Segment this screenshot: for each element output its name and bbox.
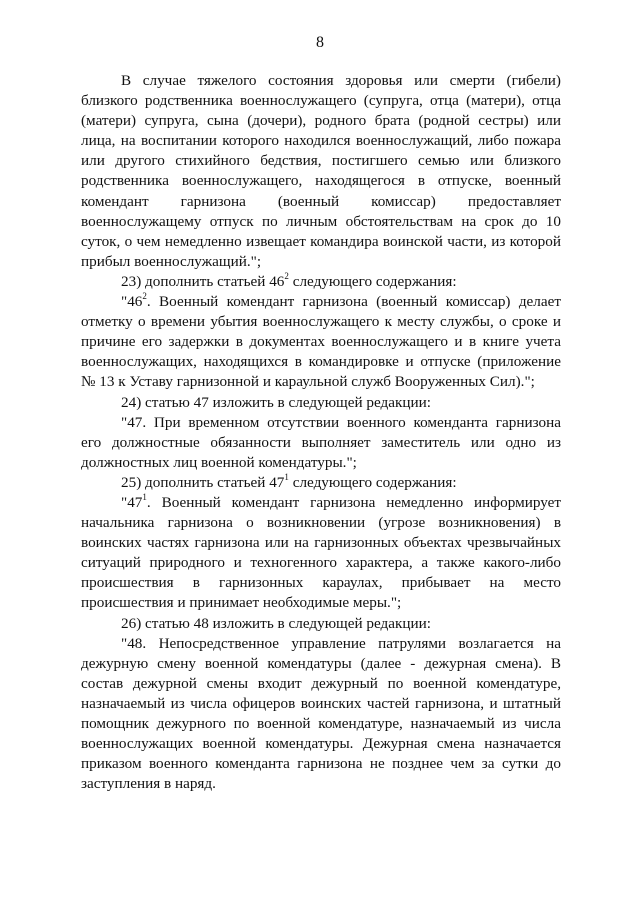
text-run: 25) дополнить статьей 47 xyxy=(121,473,285,491)
text-run: "47 xyxy=(121,493,143,511)
superscript: 2 xyxy=(284,270,289,281)
document-body xyxy=(81,71,561,794)
text-run: В случае тяжелого состояния здоровья или смерти (гибели) близкого родственника военнослужащего (супруга, отца (матери), отца (матери) супруга, сына (дочери), родного брата (родной сестры) или лица, на воспитании которого находился военнослужащий, либо пожара или другого стихийного бедствия, постигшего семью или близкого родственника военнослужащего, находящегося в отпуске, военный комендант гарнизона (военный комиссар) предоставляет военнослужащему отпуск по личным обстоятельствам на срок до 10 суток, о чем немедленно извещает командира воинской части, из которой прибыл военнослужащий."; xyxy=(81,72,561,270)
text-run: "47. При временном отсутствии военного коменданта гарнизона его должностные обязанности выполняет заместитель или одно из должностных лиц военной комендатуры."; xyxy=(81,413,561,471)
superscript: 1 xyxy=(284,471,289,482)
paragraph xyxy=(81,393,561,413)
text-run: "46 xyxy=(121,293,143,311)
text-run: . Военный комендант гарнизона немедленно информирует начальника гарнизона о возникновении (угрозе возникновения) в воинских частях гарнизона или на гарнизонных объектах чрезвычайных ситуаций природного и техногенного характера, а также какого-либо происшествия в гарнизонных караулах, прибывает на место происшествия и принимает необходимые меры."; xyxy=(81,493,561,612)
paragraph xyxy=(81,634,561,795)
text-run: . Военный комендант гарнизона (военный комиссар) делает отметку о времени убытия военнослужащего к месту службы, о сроке и причине его задержки в документах военнослужащего и в книге учета военнослужащих, находящихся в командировке и отпуске (приложение № 13 к Уставу гарнизонной и караульной служб Вооруженных Сил)."; xyxy=(81,293,561,391)
paragraph xyxy=(81,413,561,473)
paragraph xyxy=(81,614,561,634)
paragraph xyxy=(81,473,561,493)
text-run: 23) дополнить статьей 46 xyxy=(121,272,285,290)
paragraph xyxy=(81,272,561,292)
text-run: 26) статью 48 изложить в следующей редакции: xyxy=(121,614,431,632)
text-run: 24) статью 47 изложить в следующей редакции: xyxy=(121,393,431,411)
text-run: следующего содержания: xyxy=(288,272,457,290)
text-run: "48. Непосредственное управление патрулями возлагается на дежурную смену военной комендатуры (далее - дежурная смена). В состав дежурной смены входит дежурный по военной комендатуре, назначаемый из числа офицеров воинских частей гарнизона, и штатный помощник дежурного по военной комендатуре, назначаемый из числа военнослужащих военной комендатуры. Дежурная смена назначается приказом военного коменданта гарнизона не позднее чем за сутки до заступления в наряд. xyxy=(81,634,561,793)
page-number: 8 xyxy=(316,34,324,51)
paragraph xyxy=(81,292,561,392)
superscript: 1 xyxy=(142,491,147,502)
superscript: 2 xyxy=(142,290,147,301)
paragraph xyxy=(81,493,561,614)
text-run: следующего содержания: xyxy=(288,473,457,491)
paragraph xyxy=(81,71,561,272)
